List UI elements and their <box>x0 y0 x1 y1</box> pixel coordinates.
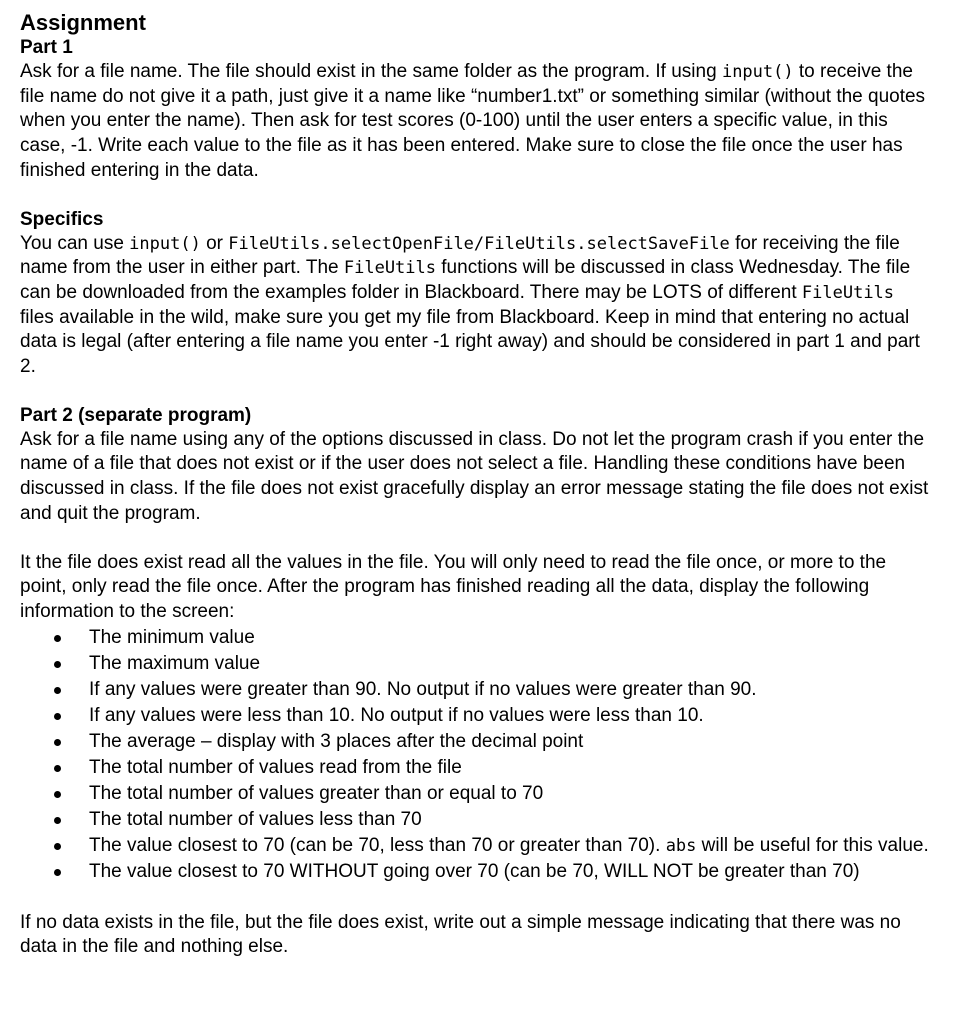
closing-paragraph: If no data exists in the file, but the file does exist, write out a simple message indicating that there was no data in the file and nothing else. <box>20 911 901 958</box>
list-item <box>20 651 930 677</box>
specifics-text-3: for receiving the file name from the user in either part. The <box>20 232 900 279</box>
bullet-icon <box>54 843 61 850</box>
bullet-icon <box>54 713 61 720</box>
list-item-text: The value closest to 70 (can be 70, less than 70 or greater than 70). <box>89 834 666 856</box>
specifics-text-5: files available in the wild, make sure you get my file from Blackboard. Keep in mind that entering no actual data is legal (after entering a file name you enter -1 right away) and should be considered in part 1 and part 2. <box>20 306 920 378</box>
list-item <box>20 807 930 833</box>
list-item <box>20 755 930 781</box>
specifics-text-1: You can use <box>20 232 130 254</box>
specifics-text-4: functions will be discussed in class Wednesday. The file can be downloaded from the examples folder in Blackboard. There may be LOTS of different <box>20 257 911 303</box>
requirements-list <box>20 625 930 885</box>
list-item-text: If any values were greater than 90. No output if no values were greater than 90. <box>89 678 757 700</box>
list-item <box>20 781 930 807</box>
specifics-paragraph <box>20 232 930 380</box>
bullet-icon <box>54 817 61 824</box>
list-item-text: The total number of values read from the file <box>89 756 462 778</box>
bullet-icon <box>54 661 61 668</box>
document-title: Assignment <box>20 10 146 35</box>
specifics-code-fileutils-1: FileUtils <box>343 258 436 279</box>
list-item-text: The total number of values greater than or equal to 70 <box>89 782 544 804</box>
list-item <box>20 859 930 885</box>
list-item <box>20 729 930 755</box>
part2-heading: Part 2 (separate program) <box>20 404 252 426</box>
bullet-icon <box>54 687 61 694</box>
list-item-text: The average – display with 3 places after the decimal point <box>89 730 584 752</box>
list-item-code-abs: abs <box>665 835 697 856</box>
specifics-code-fileutils-select: FileUtils.selectOpenFile/FileUtils.selectSaveFile <box>228 233 730 254</box>
list-item-text: If any values were less than 10. No output if no values were less than 10. <box>89 704 704 726</box>
list-item-text: The total number of values less than 70 <box>89 808 422 830</box>
part1-code-input: input() <box>721 62 794 82</box>
bullet-icon <box>54 791 61 798</box>
part2-paragraph-1: Ask for a file name using any of the options discussed in class. Do not let the program crash if you enter the name of a file that does not exist or if the user does not select a file. Handling these conditions have been discussed in class. If the file does not exist gracefully display an error message stating the file does not exist and quit the program. <box>20 428 929 524</box>
list-item <box>20 703 930 729</box>
list-item <box>20 677 930 703</box>
part1-paragraph <box>20 60 930 184</box>
part1-heading: Part 1 <box>20 37 73 58</box>
specifics-code-input: input() <box>129 233 201 254</box>
bullet-icon <box>54 765 61 772</box>
assignment-document <box>20 10 930 960</box>
part2-paragraph-2: It the file does exist read all the values in the file. You will only need to read the file once, or more to the point, only read the file once. After the program has finished reading all the data, display the following information to the screen: <box>20 551 887 622</box>
part1-text-2: to receive the file name do not give it a path, just give it a name like “number1.txt” or something similar (without the quotes when you enter the name). Then ask for test scores (0-100) until the user enters a specific value, in this case, -1. Write each value to the file as it has been entered. Make sure to close the file once the user has finished entering in the data. <box>20 61 926 181</box>
list-item-text: The maximum value <box>89 652 261 674</box>
bullet-icon <box>54 635 61 642</box>
list-item <box>20 833 930 859</box>
part1-text-1: Ask for a file name. The file should exist in the same folder as the program. If using <box>20 61 722 82</box>
list-item-text: The minimum value <box>89 626 255 648</box>
specifics-text-2: or <box>200 232 229 254</box>
specifics-code-fileutils-2: FileUtils <box>801 282 895 303</box>
bullet-icon <box>54 739 61 746</box>
bullet-icon <box>54 869 61 876</box>
list-item <box>20 625 930 651</box>
specifics-heading: Specifics <box>20 208 104 230</box>
list-item-text: The value closest to 70 WITHOUT going over 70 (can be 70, WILL NOT be greater than 70) <box>89 860 860 882</box>
list-item-text: will be useful for this value. <box>696 834 929 856</box>
